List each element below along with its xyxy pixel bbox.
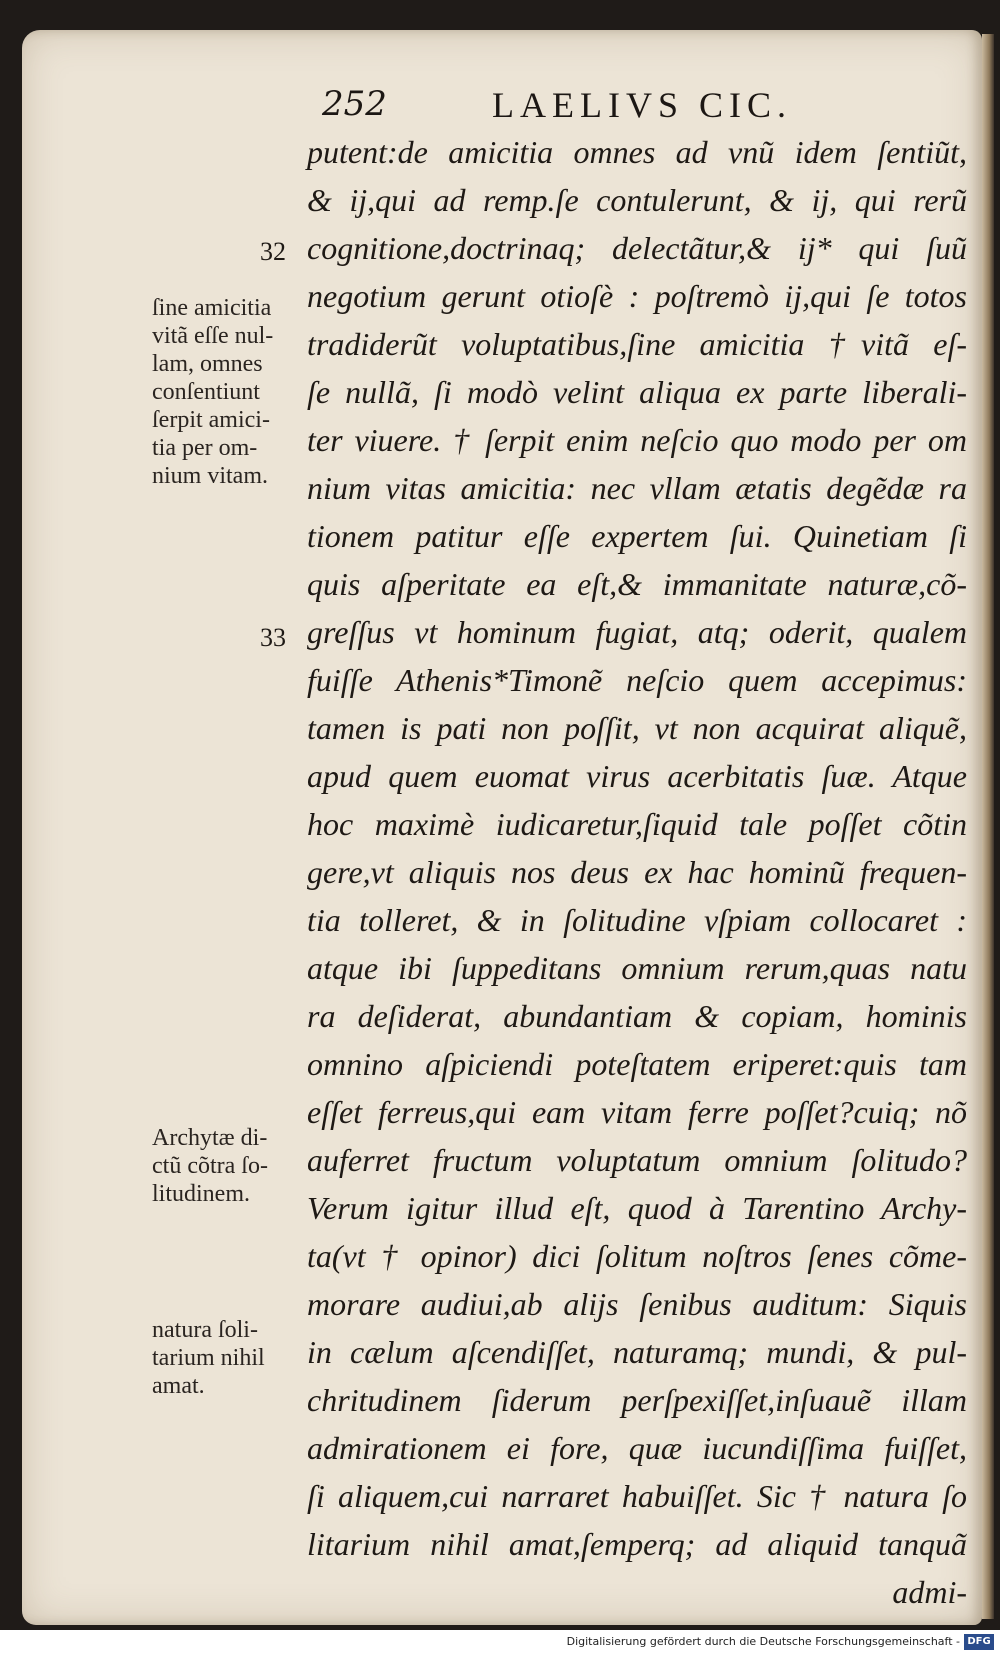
text-line: atque ibi ſuppeditans omnium rerum,quas natu <box>307 950 967 986</box>
text-line: eſſet ferreus,qui eam vitam ferre poſſet?cuiq; nõ <box>307 1094 967 1130</box>
text-line: tia tolleret, & in ſolitudine vſpiam collocaret : <box>307 902 967 938</box>
margin-note-line: vitã eſſe nul- <box>152 323 274 349</box>
running-title: LAELIVS CIC. <box>492 85 792 125</box>
text-line: in cælum aſcendiſſet, naturamq; mundi, & pul- <box>307 1334 967 1370</box>
text-line: fuiſſe Athenis*Timonẽ neſcio quem accepimus: <box>307 662 967 698</box>
text-line: nium vitas amicitia: nec vllam ætatis degẽdæ ra <box>307 470 967 506</box>
text-line: putent:de amicitia omnes ad vnũ idem ſentiũt, <box>307 134 967 170</box>
margin-note-line: ctũ cõtra ſo- <box>152 1153 268 1179</box>
book-page <box>22 30 982 1625</box>
margin-note-line: Archytæ di- <box>152 1125 268 1151</box>
margin-note <box>152 294 322 490</box>
text-line: quis aſperitate ea eſt,& immanitate naturæ,cõ- <box>307 566 967 602</box>
text-line: negotium gerunt otioſè : poſtremò ij,qui ſe totos <box>307 278 967 314</box>
text-line: morare audiui,ab alijs ſenibus auditum: Siquis <box>307 1286 967 1322</box>
text-line: auferret fructum voluptatum omnium ſolitudo? <box>307 1142 967 1178</box>
page-number: 252 <box>322 84 387 124</box>
footer-credit: Digitalisierung gefördert durch die Deutsche Forschungsgemeinschaft - <box>566 1635 960 1648</box>
text-line: admirationem ei fore, quæ iucundiſſima fuiſſet, <box>307 1430 967 1466</box>
text-line: ſi aliquem,cui narraret habuiſſet. Sic † natura ſo <box>307 1478 967 1514</box>
text-line: cognitione,doctrinaq; delectãtur,& ij* qui ſuũ <box>307 230 967 266</box>
margin-note-line: amat. <box>152 1373 205 1399</box>
text-line: tradiderũt voluptatibus,ſine amicitia †vitã eſ- <box>307 326 967 362</box>
margin-note-line: natura ſoli- <box>152 1317 258 1343</box>
text-line: chritudinem ſiderum perſpexiſſet,inſuauẽ illam <box>307 1382 967 1418</box>
margin-note-line: litudinem. <box>152 1181 250 1207</box>
main-text <box>307 128 967 1616</box>
text-line: ta(vt † opinor) dici ſolitum noſtros ſenes cõme- <box>307 1238 967 1274</box>
text-line: litarium nihil amat,ſemperq; ad aliquid tanquã <box>307 1526 967 1562</box>
text-line: greſſus vt hominum fugiat, atq; oderit, qualem <box>307 614 967 650</box>
verse-number: 33 <box>260 623 286 652</box>
text-line: Verum igitur illud eſt, quod à Tarentino Archy- <box>307 1190 967 1226</box>
text-line: ſe nullã, ſi modò velint aliqua ex parte liberali- <box>307 374 967 410</box>
margin-note-line: conſentiunt <box>152 379 260 405</box>
dfg-logo-icon: DFG <box>964 1634 994 1650</box>
text-line: ter viuere. † ſerpit enim neſcio quo modo per om <box>307 422 967 458</box>
text-line: tamen is pati non poſſit, vt non acquirat aliquẽ, <box>307 710 967 746</box>
verse-number: 32 <box>260 237 286 266</box>
text-line: gere,vt aliquis nos deus ex hac hominũ frequen- <box>307 854 967 890</box>
margin-note-line: tia per om- <box>152 435 258 461</box>
text-line: apud quem euomat virus acerbitatis ſuæ. Atque <box>307 758 967 794</box>
margin-note-line: ſerpit amici- <box>152 407 270 433</box>
text-line: & ij,qui ad remp.ſe contulerunt, & ij, qui rerũ <box>307 182 967 218</box>
margin-note-line: nium vitam. <box>152 463 268 489</box>
page-edge <box>982 34 994 1619</box>
margin-note <box>152 1316 322 1400</box>
text-line: hoc maximè iudicaretur,ſiquid tale poſſet cõtin <box>307 806 967 842</box>
margin-note <box>152 1124 322 1208</box>
footer-bar <box>0 1630 1000 1655</box>
margin-note-line: tarium nihil <box>152 1345 265 1371</box>
margin-note-line: ſine amicitia <box>152 295 272 321</box>
text-line: ra deſiderat, abundantiam & copiam, hominis <box>307 998 967 1034</box>
text-line: tionem patitur eſſe expertem ſui. Quinetiam ſi <box>307 518 967 554</box>
catchword: admi- <box>892 1574 967 1610</box>
text-line: omnino aſpiciendi poteſtatem eriperet:quis tam <box>307 1046 967 1082</box>
margin-note-line: lam, omnes <box>152 351 263 377</box>
page-header <box>22 70 982 130</box>
